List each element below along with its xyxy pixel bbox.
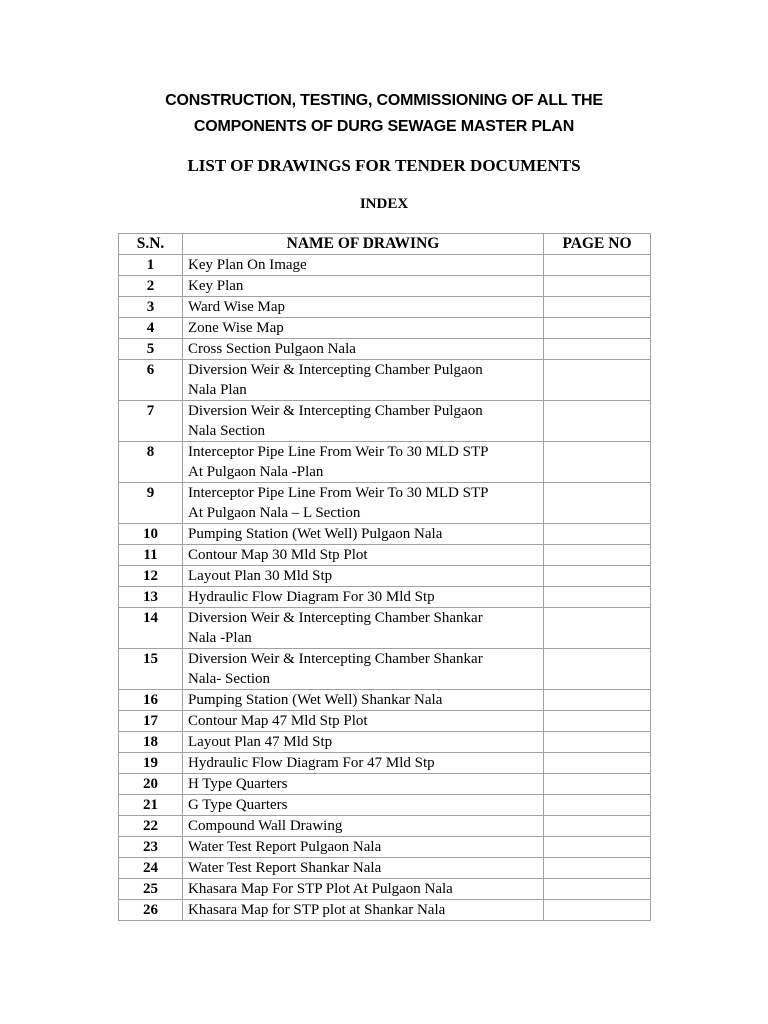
drawing-name-line: Layout Plan 30 Mld Stp: [188, 568, 333, 584]
table-row: [119, 401, 651, 442]
drawing-name-line: Cross Section Pulgaon Nala: [188, 341, 356, 357]
table-row: [119, 753, 651, 774]
table-row: [119, 732, 651, 753]
cell-sn: 5: [119, 339, 183, 360]
cell-drawing-name: [183, 587, 544, 608]
table-row: [119, 566, 651, 587]
table-row: [119, 608, 651, 649]
cell-page-no: [544, 608, 651, 649]
cell-page-no: [544, 566, 651, 587]
cell-page-no: [544, 753, 651, 774]
cell-drawing-name: [183, 900, 544, 921]
table-row: [119, 276, 651, 297]
cell-drawing-name: [183, 566, 544, 587]
drawing-name-line: Pumping Station (Wet Well) Shankar Nala: [188, 692, 443, 708]
cell-page-no: [544, 255, 651, 276]
cell-page-no: [544, 900, 651, 921]
cell-drawing-name: [183, 401, 544, 442]
drawing-name-line: Layout Plan 47 Mld Stp: [188, 734, 333, 750]
table-row: [119, 837, 651, 858]
cell-page-no: [544, 795, 651, 816]
cell-sn: 17: [119, 711, 183, 732]
cell-sn: 8: [119, 442, 183, 483]
drawing-name-line: Contour Map 47 Mld Stp Plot: [188, 713, 368, 729]
cell-drawing-name: [183, 858, 544, 879]
drawing-name-line: Nala Section: [188, 423, 266, 439]
drawing-name-line: Nala- Section: [188, 671, 271, 687]
cell-sn: 23: [119, 837, 183, 858]
cell-page-no: [544, 587, 651, 608]
drawing-name-line: Diversion Weir & Intercepting Chamber Pulgaon: [188, 403, 483, 419]
table-row: [119, 900, 651, 921]
cell-sn: 22: [119, 816, 183, 837]
table-row: [119, 858, 651, 879]
drawing-name-line: At Pulgaon Nala -Plan: [188, 464, 324, 480]
cell-drawing-name: [183, 524, 544, 545]
cell-drawing-name: [183, 608, 544, 649]
drawing-name-line: Compound Wall Drawing: [188, 818, 343, 834]
table-row: [119, 442, 651, 483]
drawing-name-line: Diversion Weir & Intercepting Chamber Shankar: [188, 610, 483, 626]
cell-page-no: [544, 837, 651, 858]
table-row: [119, 483, 651, 524]
cell-sn: 12: [119, 566, 183, 587]
cell-drawing-name: [183, 442, 544, 483]
cell-drawing-name: [183, 276, 544, 297]
cell-page-no: [544, 318, 651, 339]
cell-drawing-name: [183, 690, 544, 711]
cell-page-no: [544, 816, 651, 837]
cell-page-no: [544, 442, 651, 483]
cell-page-no: [544, 711, 651, 732]
header-sn: S.N.: [119, 234, 183, 255]
cell-sn: 19: [119, 753, 183, 774]
cell-sn: 15: [119, 649, 183, 690]
drawing-name-line: Diversion Weir & Intercepting Chamber Shankar: [188, 651, 483, 667]
drawing-name-line: Interceptor Pipe Line From Weir To 30 MLD STP: [188, 444, 489, 460]
cell-drawing-name: [183, 297, 544, 318]
cell-sn: 9: [119, 483, 183, 524]
header-page: PAGE NO: [544, 234, 651, 255]
drawing-name-line: Nala Plan: [188, 382, 247, 398]
drawings-table: [118, 233, 651, 921]
drawing-name-line: Hydraulic Flow Diagram For 30 Mld Stp: [188, 589, 435, 605]
cell-sn: 1: [119, 255, 183, 276]
drawing-name-line: Khasara Map For STP Plot At Pulgaon Nala: [188, 881, 453, 897]
cell-drawing-name: [183, 255, 544, 276]
table-row: [119, 879, 651, 900]
cell-page-no: [544, 483, 651, 524]
cell-page-no: [544, 858, 651, 879]
table-row: [119, 545, 651, 566]
cell-sn: 13: [119, 587, 183, 608]
table-row: [119, 360, 651, 401]
drawing-name-line: H Type Quarters: [188, 776, 288, 792]
table-row: [119, 816, 651, 837]
table-row: [119, 774, 651, 795]
cell-sn: 7: [119, 401, 183, 442]
drawing-name-line: Hydraulic Flow Diagram For 47 Mld Stp: [188, 755, 435, 771]
drawing-name-line: Contour Map 30 Mld Stp Plot: [188, 547, 368, 563]
cell-sn: 21: [119, 795, 183, 816]
cell-page-no: [544, 360, 651, 401]
drawing-name-line: Nala -Plan: [188, 630, 252, 646]
cell-page-no: [544, 339, 651, 360]
table-row: [119, 524, 651, 545]
table-row: [119, 711, 651, 732]
drawing-name-line: Interceptor Pipe Line From Weir To 30 MLD STP: [188, 485, 489, 501]
drawing-name-line: Diversion Weir & Intercepting Chamber Pulgaon: [188, 362, 483, 378]
cell-sn: 14: [119, 608, 183, 649]
cell-page-no: [544, 297, 651, 318]
cell-sn: 18: [119, 732, 183, 753]
table-row: [119, 690, 651, 711]
cell-page-no: [544, 649, 651, 690]
cell-sn: 25: [119, 879, 183, 900]
index-label: INDEX: [359, 196, 409, 212]
cell-sn: 20: [119, 774, 183, 795]
drawing-name-line: Zone Wise Map: [188, 320, 284, 336]
table-row: [119, 649, 651, 690]
cell-page-no: [544, 690, 651, 711]
header-name: NAME OF DRAWING: [183, 234, 544, 255]
table-row: [119, 587, 651, 608]
title-line-1: CONSTRUCTION, TESTING, COMMISSIONING OF ALL THE: [165, 92, 603, 109]
cell-page-no: [544, 879, 651, 900]
cell-sn: 16: [119, 690, 183, 711]
drawing-name-line: At Pulgaon Nala – L Section: [188, 505, 361, 521]
drawing-name-line: Key Plan: [188, 278, 244, 294]
cell-drawing-name: [183, 774, 544, 795]
cell-page-no: [544, 276, 651, 297]
cell-drawing-name: [183, 732, 544, 753]
drawing-name-line: Water Test Report Shankar Nala: [188, 860, 382, 876]
drawing-name-line: G Type Quarters: [188, 797, 288, 813]
cell-sn: 6: [119, 360, 183, 401]
table-row: [119, 297, 651, 318]
table-row: [119, 318, 651, 339]
cell-page-no: [544, 524, 651, 545]
cell-drawing-name: [183, 483, 544, 524]
cell-sn: 3: [119, 297, 183, 318]
title-line-2: COMPONENTS OF DURG SEWAGE MASTER PLAN: [193, 118, 575, 135]
subtitle: LIST OF DRAWINGS FOR TENDER DOCUMENTS: [187, 156, 581, 175]
cell-page-no: [544, 732, 651, 753]
cell-sn: 10: [119, 524, 183, 545]
cell-drawing-name: [183, 649, 544, 690]
drawing-name-line: Khasara Map for STP plot at Shankar Nala: [188, 902, 446, 918]
table-row: [119, 795, 651, 816]
table-row: [119, 339, 651, 360]
table-header-row: [119, 234, 651, 255]
cell-drawing-name: [183, 318, 544, 339]
drawing-name-line: Key Plan On Image: [188, 257, 307, 273]
table-row: [119, 255, 651, 276]
cell-page-no: [544, 401, 651, 442]
drawing-name-line: Water Test Report Pulgaon Nala: [188, 839, 382, 855]
drawing-name-line: Pumping Station (Wet Well) Pulgaon Nala: [188, 526, 443, 542]
cell-sn: 2: [119, 276, 183, 297]
cell-sn: 11: [119, 545, 183, 566]
cell-drawing-name: [183, 711, 544, 732]
cell-drawing-name: [183, 816, 544, 837]
cell-sn: 24: [119, 858, 183, 879]
table-body: [119, 255, 651, 921]
drawing-name-line: Ward Wise Map: [188, 299, 286, 315]
cell-drawing-name: [183, 879, 544, 900]
cell-drawing-name: [183, 795, 544, 816]
cell-drawing-name: [183, 753, 544, 774]
cell-drawing-name: [183, 837, 544, 858]
cell-drawing-name: [183, 339, 544, 360]
cell-drawing-name: [183, 545, 544, 566]
cell-drawing-name: [183, 360, 544, 401]
cell-page-no: [544, 774, 651, 795]
cell-page-no: [544, 545, 651, 566]
cell-sn: 26: [119, 900, 183, 921]
cell-sn: 4: [119, 318, 183, 339]
